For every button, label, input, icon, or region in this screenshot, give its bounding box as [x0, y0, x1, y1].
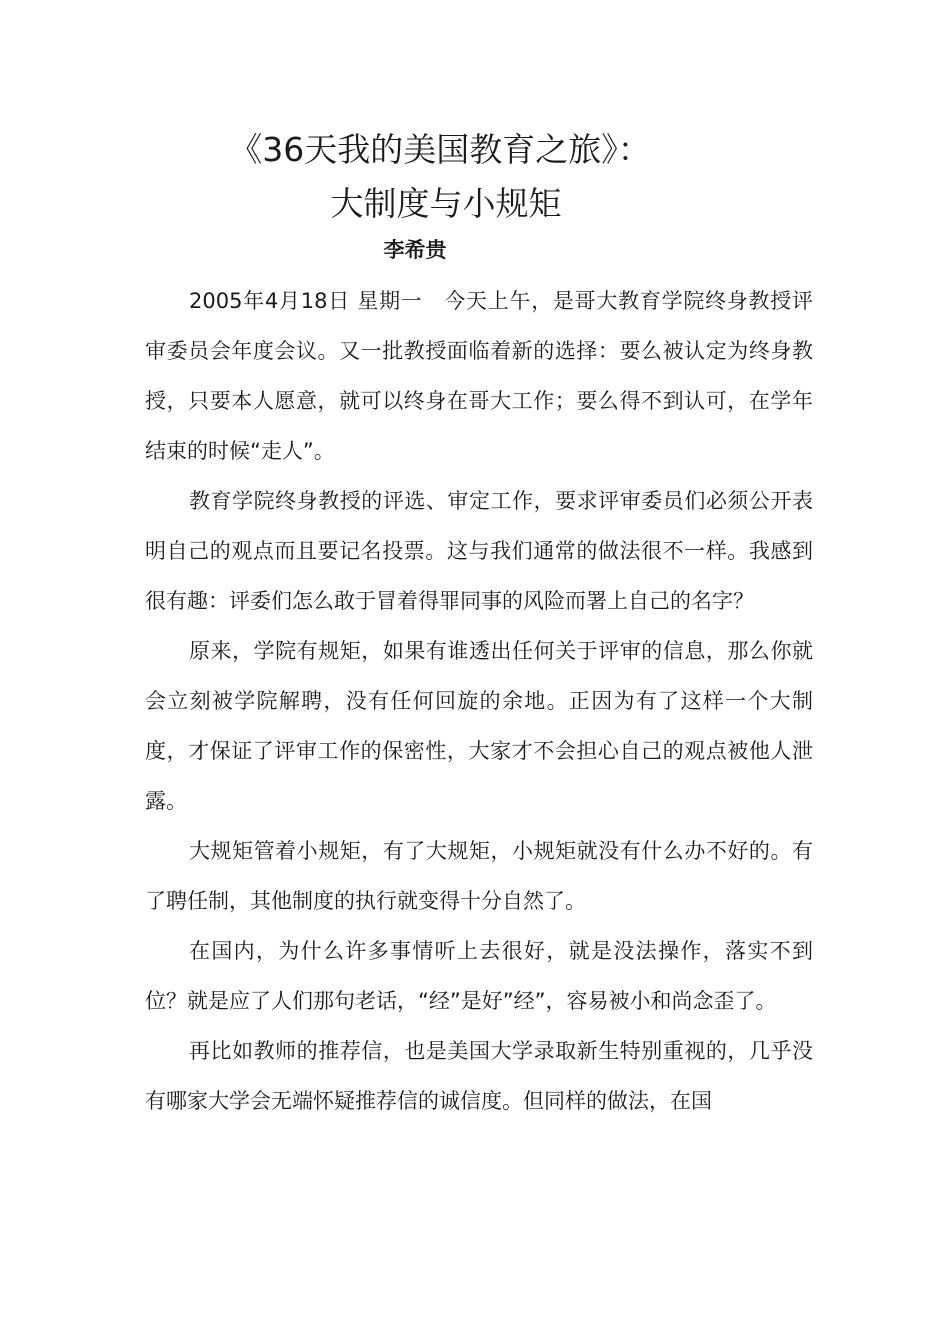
paragraph-6: 再比如教师的推荐信，也是美国大学录取新生特别重视的，几乎没有哪家大学会无端怀疑推荐信的诚信度。但同样的做法，在国: [145, 1039, 813, 1113]
document-title-line2: 大制度与小规矩: [330, 184, 562, 223]
paragraph-1: 2005年4月18日 星期一 今天上午，是哥大教育学院终身教授评审委员会年度会议。又一批教授面临着新的选择：要么被认定为终身教授，只要本人愿意，就可以终身在哥大工作；要么得不到认可，在学年结束的时候“走人”。: [145, 289, 813, 463]
article-body: [145, 276, 813, 1126]
author-name: 李希贵: [383, 238, 447, 262]
paragraph-3: 原来，学院有规矩，如果有谁透出任何关于评审的信息，那么你就会立刻被学院解聘，没有任何回旋的余地。正因为有了这样一个大制度，才保证了评审工作的保密性，大家才不会担心自己的观点被他人泄露。: [145, 639, 813, 813]
paragraph-4: 大规矩管着小规矩，有了大规矩，小规矩就没有什么办不好的。有了聘任制，其他制度的执行就变得十分自然了。: [145, 839, 813, 913]
document-title-line1: 《36天我的美国教育之旅》：: [229, 130, 651, 169]
paragraph-5: 在国内，为什么许多事情听上去很好，就是没法操作，落实不到位？就是应了人们那句老话，“经”是好”经”，容易被小和尚念歪了。: [145, 939, 813, 1013]
paragraph-2: 教育学院终身教授的评选、审定工作，要求评审委员们必须公开表明自己的观点而且要记名投票。这与我们通常的做法很不一样。我感到很有趣：评委们怎么敢于冒着得罪同事的风险而署上自己的名字？: [145, 489, 813, 613]
